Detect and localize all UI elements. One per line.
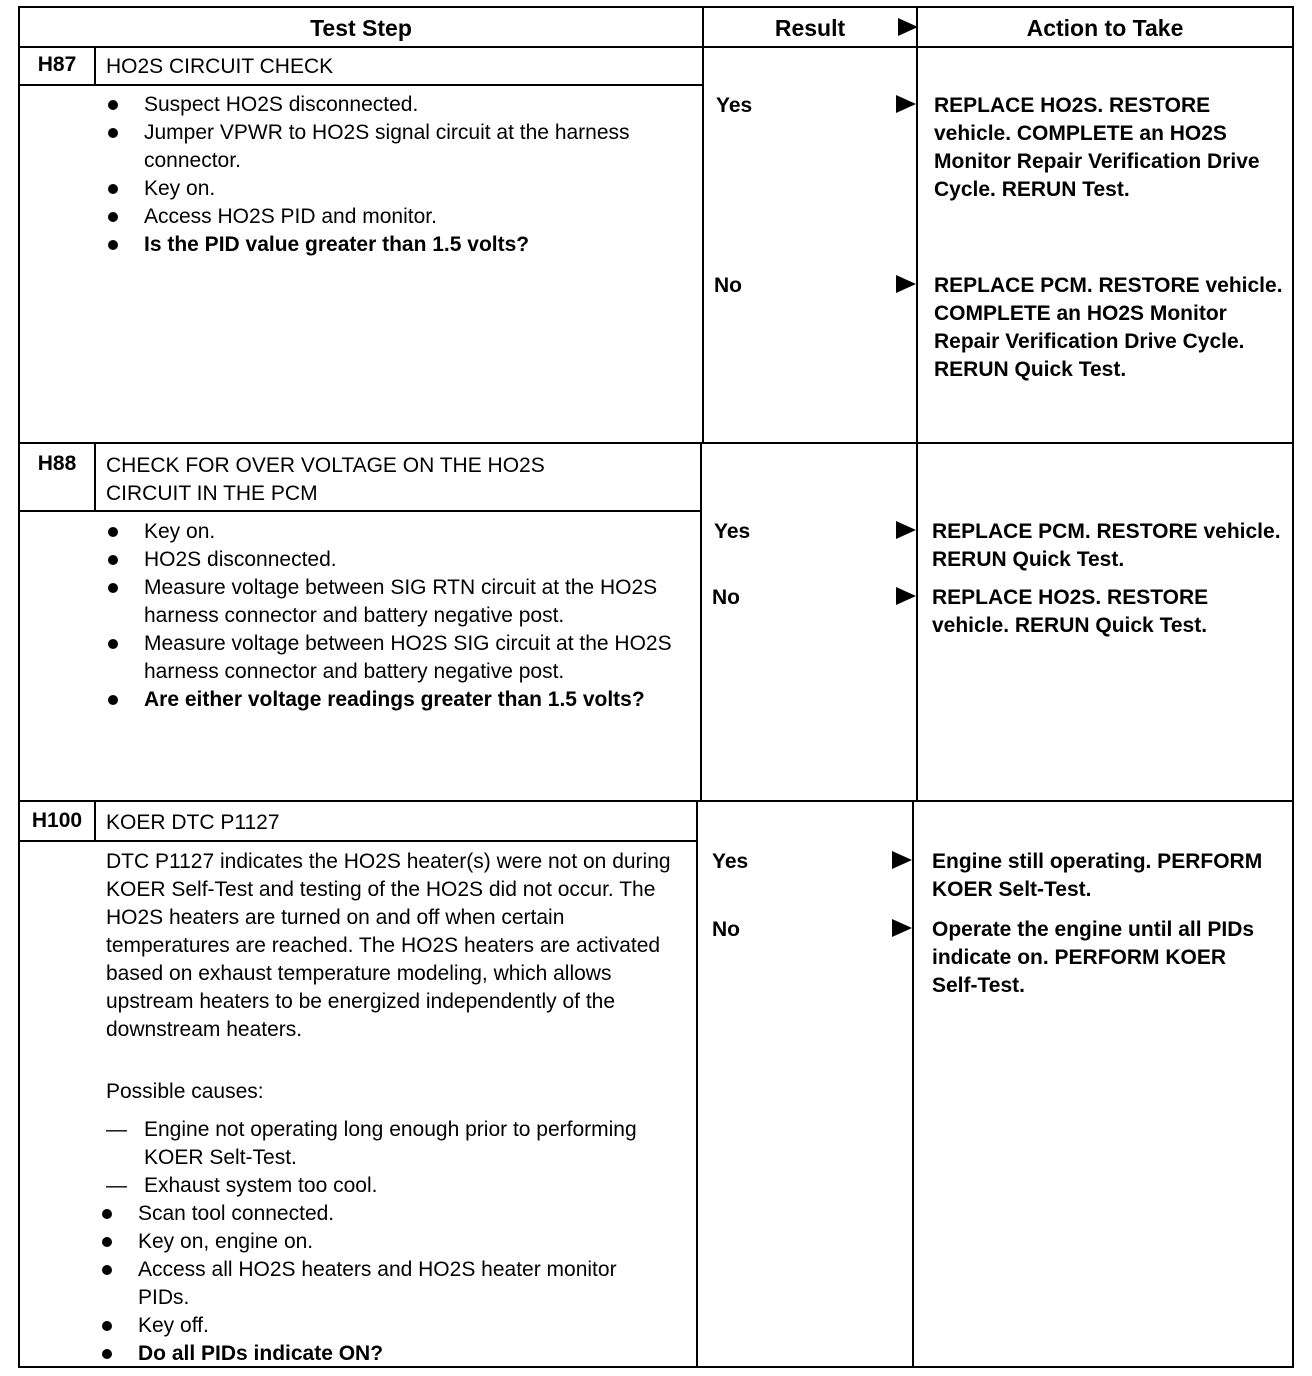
causes-list — [106, 1116, 666, 1200]
list-item: Key on, engine on. — [100, 1228, 660, 1256]
list-item: Scan tool connected. — [100, 1200, 660, 1228]
list-item-question: Do all PIDs indicate ON? — [100, 1340, 660, 1368]
result-yes: Yes — [712, 850, 749, 873]
table-header — [20, 8, 1292, 48]
action-yes: REPLACE PCM. RESTORE vehicle. RERUN Quick Test. — [932, 520, 1281, 571]
step-id: H100 — [31, 809, 83, 832]
list-item: Access HO2S PID and monitor. — [106, 203, 686, 231]
possible-causes-label: Possible causes: — [106, 1080, 264, 1103]
step-list — [106, 518, 686, 714]
list-item: Suspect HO2S disconnected. — [106, 91, 686, 119]
list-item: — Engine not operating long enough prior to performing KOER Selt-Test. — [106, 1116, 666, 1172]
list-item: Key off. — [100, 1312, 660, 1340]
step-title: HO2S CIRCUIT CHECK — [106, 55, 334, 78]
action-no: REPLACE PCM. RESTORE vehicle. COMPLETE an HO2S Monitor Repair Verification Drive Cycle. RERUN Quick Test. — [934, 274, 1283, 381]
result-yes: Yes — [714, 520, 751, 543]
result-yes: Yes — [716, 94, 753, 117]
step-description: DTC P1127 indicates the HO2S heater(s) were not on during KOER Self-Test and testing of the HO2S did not occur. The HO2S heaters are turned on and off when certain temperatures are reached. The HO2S heaters are activated based on exhaust temperature modeling, which allows upstream heaters to be energized independently of the downstream heaters. — [106, 850, 671, 1041]
arrow-icon — [896, 521, 916, 539]
list-item-question: Are either voltage readings greater than 1.5 volts? — [106, 686, 686, 714]
arrow-icon — [892, 919, 912, 937]
result-no: No — [712, 586, 740, 609]
action-yes: REPLACE HO2S. RESTORE vehicle. COMPLETE an HO2S Monitor Repair Verification Drive Cycle. RERUN Test. — [934, 94, 1260, 201]
step-title: KOER DTC P1127 — [106, 811, 280, 834]
arrow-icon — [892, 851, 912, 869]
step-id: H88 — [37, 452, 77, 475]
arrow-icon — [896, 587, 916, 605]
action-no: Operate the engine until all PIDs indicate on. PERFORM KOER Self-Test. — [932, 918, 1255, 997]
step-id: H87 — [37, 53, 77, 76]
action-no: REPLACE HO2S. RESTORE vehicle. RERUN Quick Test. — [932, 586, 1209, 637]
arrow-icon — [896, 95, 916, 113]
list-item: Access all HO2S heaters and HO2S heater monitor PIDs. — [100, 1256, 660, 1312]
result-no: No — [714, 274, 742, 297]
list-item: Measure voltage between SIG RTN circuit at the HO2S harness connector and battery negative post. — [106, 574, 686, 630]
header-action: Action to Take — [1026, 15, 1184, 41]
list-item: Key on. — [106, 175, 686, 203]
list-item: — Exhaust system too cool. — [106, 1172, 666, 1200]
arrow-icon — [896, 275, 916, 293]
step-list — [100, 1200, 660, 1368]
header-arrow-icon — [898, 18, 918, 36]
list-item: HO2S disconnected. — [106, 546, 686, 574]
step-list — [106, 91, 686, 259]
header-test-step: Test Step — [310, 15, 412, 41]
header-result: Result — [774, 15, 846, 41]
diagnostic-table — [18, 6, 1294, 1368]
list-item: Key on. — [106, 518, 686, 546]
list-item: Measure voltage between HO2S SIG circuit at the HO2S harness connector and battery negative post. — [106, 630, 686, 686]
list-item-question: Is the PID value greater than 1.5 volts? — [106, 231, 686, 259]
action-yes: Engine still operating. PERFORM KOER Selt-Test. — [932, 850, 1263, 901]
step-title: CHECK FOR OVER VOLTAGE ON THE HO2S CIRCUIT IN THE PCM — [106, 454, 545, 505]
result-no: No — [712, 918, 740, 941]
list-item: Jumper VPWR to HO2S signal circuit at the harness connector. — [106, 119, 686, 175]
